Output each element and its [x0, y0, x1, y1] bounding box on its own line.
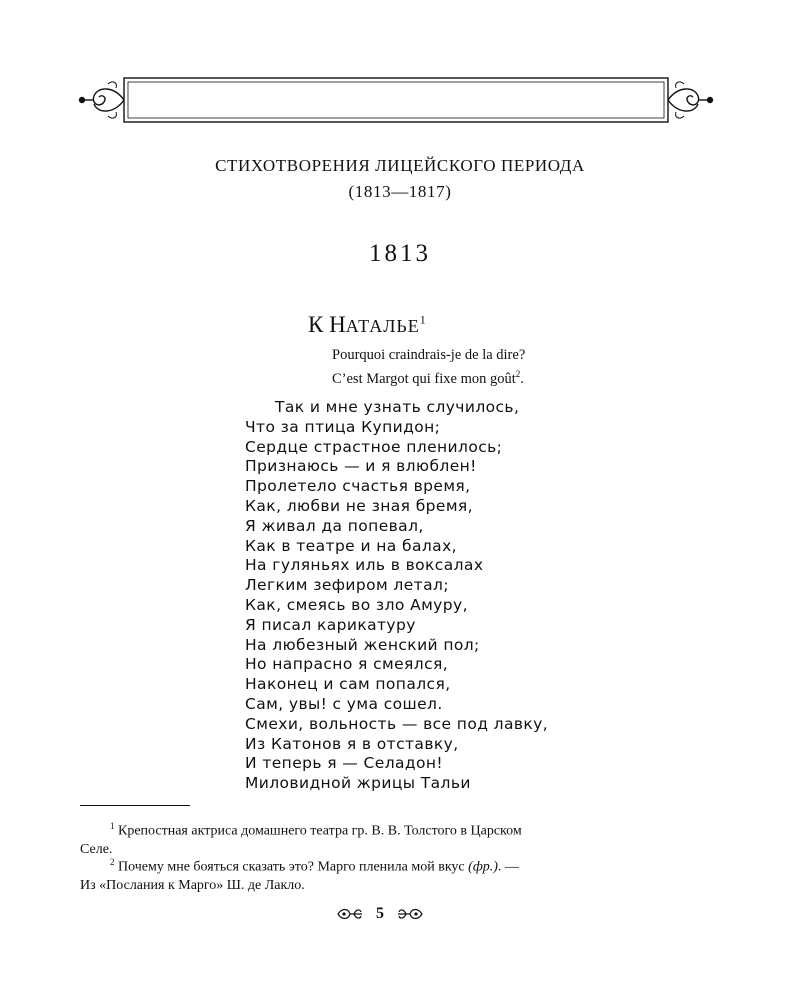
header-ornament [78, 74, 714, 126]
poem-line: Как, смеясь во зло Амуру, [245, 595, 468, 614]
left-fleuron-icon [336, 906, 364, 922]
footnote-2-text-cont: Из «Послания к Марго» Ш. де Лакло. [80, 877, 305, 893]
epigraph-line-1: Pourquoi craindrais-je de la dire? [332, 347, 526, 363]
poem-line: Наконец и сам попался, [245, 675, 451, 694]
poem-line: Сам, увы! с ума сошел. [245, 694, 443, 713]
section-years: (1813—1817) [348, 182, 452, 201]
poem-line: Я писал карикатуру [245, 615, 416, 634]
footnote-rule [80, 805, 190, 806]
poem-line: Я живал да попевал, [245, 516, 424, 535]
section-title: СТИХОТВОРЕНИЯ ЛИЦЕЙСКОГО ПЕРИОДА [215, 156, 585, 175]
poem-line: Как в театре и на балах, [245, 536, 457, 555]
poem-title-note-ref: 1 [419, 312, 426, 327]
poem-line: Смехи, вольность — все под лавку, [245, 714, 549, 733]
poem-line: Легким зефиром летал; [245, 576, 449, 595]
poem-line: Но напрасно я смеялся, [245, 655, 449, 674]
poem-line: Признаюсь — и я влюблен! [245, 457, 477, 476]
poem-line: Из Катонов я в отставку, [245, 734, 459, 753]
footnote-2: $^2$ Почему мне бояться сказать это? Марго пленила мой вкус (фр.). — Из «Послания к Марго» Ш. де Лакло. [80, 853, 680, 895]
page-number: 5 [376, 905, 384, 922]
epigraph-note-ref: 2 [515, 369, 521, 379]
footnote-1-text: Крепостная актриса домашнего театра гр. В. В. Толстого в Царском [114, 823, 522, 839]
footnote-1-number: 1 [110, 821, 115, 831]
poem-title [308, 312, 426, 338]
poem-line: Как, любви не зная бремя, [245, 496, 473, 515]
year-heading: 1813 [369, 240, 431, 267]
epigraph-line-2: C’est Margot qui fixe mon goût$^2$. [332, 369, 524, 387]
poem-line: На любезный женский пол; [245, 635, 480, 654]
right-fleuron-icon [396, 906, 424, 922]
poem-text [245, 398, 548, 794]
poem-line: Так и мне узнать случилось, [275, 398, 520, 416]
poem-title-rest: АТАЛЬЕ [345, 316, 420, 336]
poem-line: Пролетело счастья время, [245, 477, 471, 496]
poem-line: Сердце страстное пленилось; [245, 437, 503, 456]
footnote-2-number: 2 [110, 857, 115, 867]
footnote-1-text-cont: Селе. [80, 841, 113, 857]
poem-line: И теперь я — Селадон! [245, 754, 444, 773]
poem-line: На гуляньях иль в воксалах [245, 556, 484, 575]
poem-line: Миловидной жрицы Тальи [245, 774, 471, 793]
poem-line: Что за птица Купидон; [245, 417, 441, 436]
poem-title-initial: К Н [308, 312, 346, 337]
page-footer [320, 903, 440, 925]
epigraph [332, 346, 525, 389]
footnote-2-lang: (фр.) [468, 859, 498, 875]
footnote-2-text: Почему мне бояться сказать это? Марго пленила мой вкус [114, 859, 469, 875]
